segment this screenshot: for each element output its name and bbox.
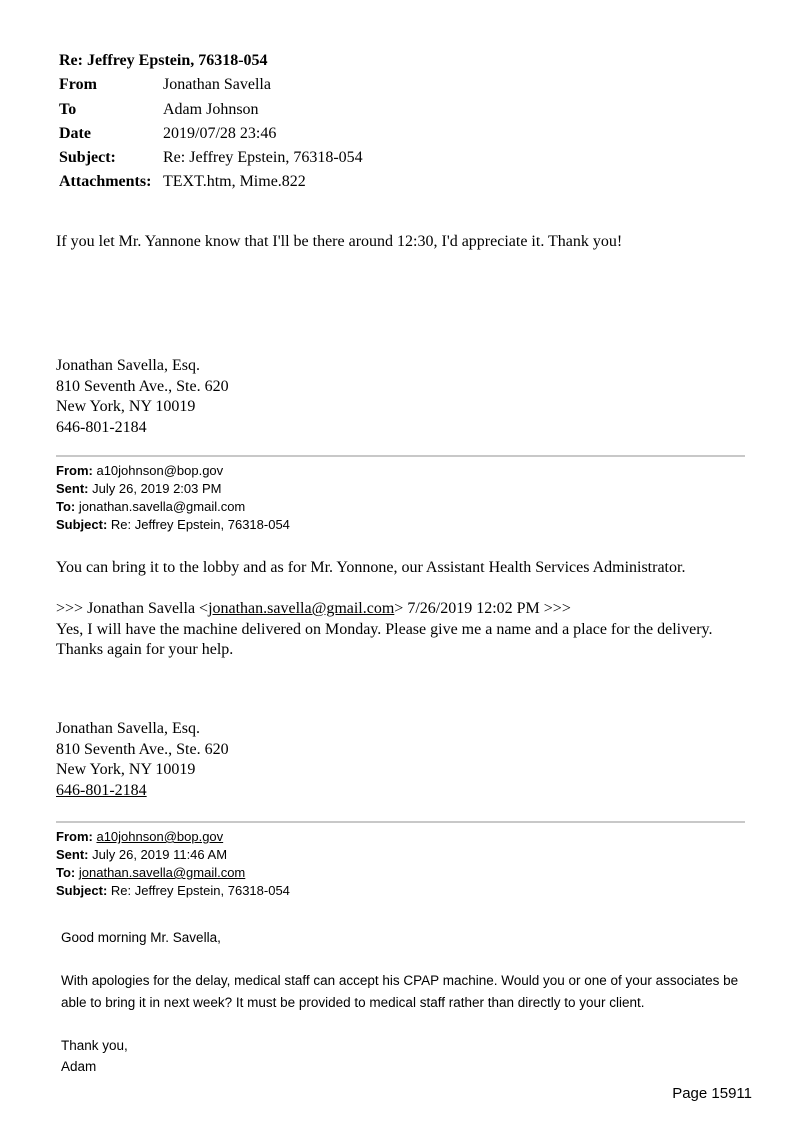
message-body: If you let Mr. Yannone know that I'll be there around 12:30, I'd appreciate it. Thank you! bbox=[56, 233, 623, 250]
signature-name: Jonathan Savella, Esq. bbox=[56, 357, 200, 374]
signature-name: Jonathan Savella, Esq. bbox=[56, 720, 200, 737]
field-label: Subject: bbox=[56, 883, 108, 898]
field-label: To: bbox=[56, 865, 76, 880]
sender-email-link[interactable]: a10johnson@bop.gov bbox=[96, 829, 224, 844]
signature-address-line: New York, NY 10019 bbox=[56, 398, 196, 415]
message-greeting: Good morning Mr. Savella, bbox=[61, 930, 221, 945]
header-field-label: Attachments: bbox=[59, 173, 152, 191]
recipient-email-link[interactable]: jonathan.savella@gmail.com bbox=[78, 865, 246, 880]
sent-date: July 26, 2019 2:03 PM bbox=[92, 481, 222, 496]
field-label: From: bbox=[56, 829, 93, 844]
message-paragraph: You can bring it to the lobby and as for Mr. Yonnone, our Assistant Health Services Administrator. bbox=[56, 559, 686, 576]
field-label: Sent: bbox=[56, 481, 89, 496]
header-field-label: Subject: bbox=[59, 149, 116, 167]
message-closing: Thank you, bbox=[61, 1037, 128, 1053]
header-field-value: Jonathan Savella bbox=[163, 76, 271, 94]
sender-email: a10johnson@bop.gov bbox=[96, 463, 224, 478]
header-field-label: From bbox=[59, 76, 97, 94]
field-label: Sent: bbox=[56, 847, 89, 862]
header-field-label: Date bbox=[59, 124, 91, 142]
email-title: Re: Jeffrey Epstein, 76318-054 bbox=[59, 52, 268, 69]
quote-prefix: >>> Jonathan Savella < bbox=[56, 600, 209, 617]
field-label: Subject: bbox=[56, 517, 108, 532]
header-field-label: To bbox=[59, 100, 77, 118]
field-label: To: bbox=[56, 499, 76, 514]
header-field-value: Adam Johnson bbox=[163, 100, 259, 118]
phone-link[interactable]: 646-801-2184 bbox=[56, 781, 147, 799]
signature-address-line: New York, NY 10019 bbox=[56, 761, 196, 778]
message-signoff: Adam bbox=[61, 1059, 97, 1074]
subject-text: Re: Jeffrey Epstein, 76318-054 bbox=[110, 883, 290, 898]
quote-suffix: > 7/26/2019 12:02 PM >>> bbox=[394, 600, 571, 617]
signature-address-line: 810 Seventh Ave., Ste. 620 bbox=[56, 740, 229, 758]
subject-text: Re: Jeffrey Epstein, 76318-054 bbox=[110, 517, 290, 532]
signature-address-line: 810 Seventh Ave., Ste. 620 bbox=[56, 377, 229, 395]
recipient-email: jonathan.savella@gmail.com bbox=[78, 499, 246, 514]
page-number: Page 15911 bbox=[672, 1085, 752, 1102]
message-body bbox=[61, 927, 741, 1078]
header-field-value: TEXT.htm, Mime.822 bbox=[163, 173, 306, 191]
message-paragraph: Yes, I will have the machine delivered on Monday. Please give me a name and a place for the delivery. Thanks again for your help. bbox=[56, 620, 713, 658]
email-link[interactable]: jonathan.savella@gmail.com bbox=[208, 600, 395, 617]
header-field-value: Re: Jeffrey Epstein, 76318-054 bbox=[163, 149, 363, 167]
message-paragraph: With apologies for the delay, medical staff can accept his CPAP machine. Would you or one of your associates be able to bring it in next week? It must be provided to medical staff rather than directly to your client. bbox=[61, 973, 739, 1010]
signature-phone: 646-801-2184 bbox=[56, 418, 147, 436]
sent-date: July 26, 2019 11:46 AM bbox=[92, 847, 228, 862]
header-field-value: 2019/07/28 23:46 bbox=[163, 124, 277, 142]
field-label: From: bbox=[56, 463, 93, 478]
